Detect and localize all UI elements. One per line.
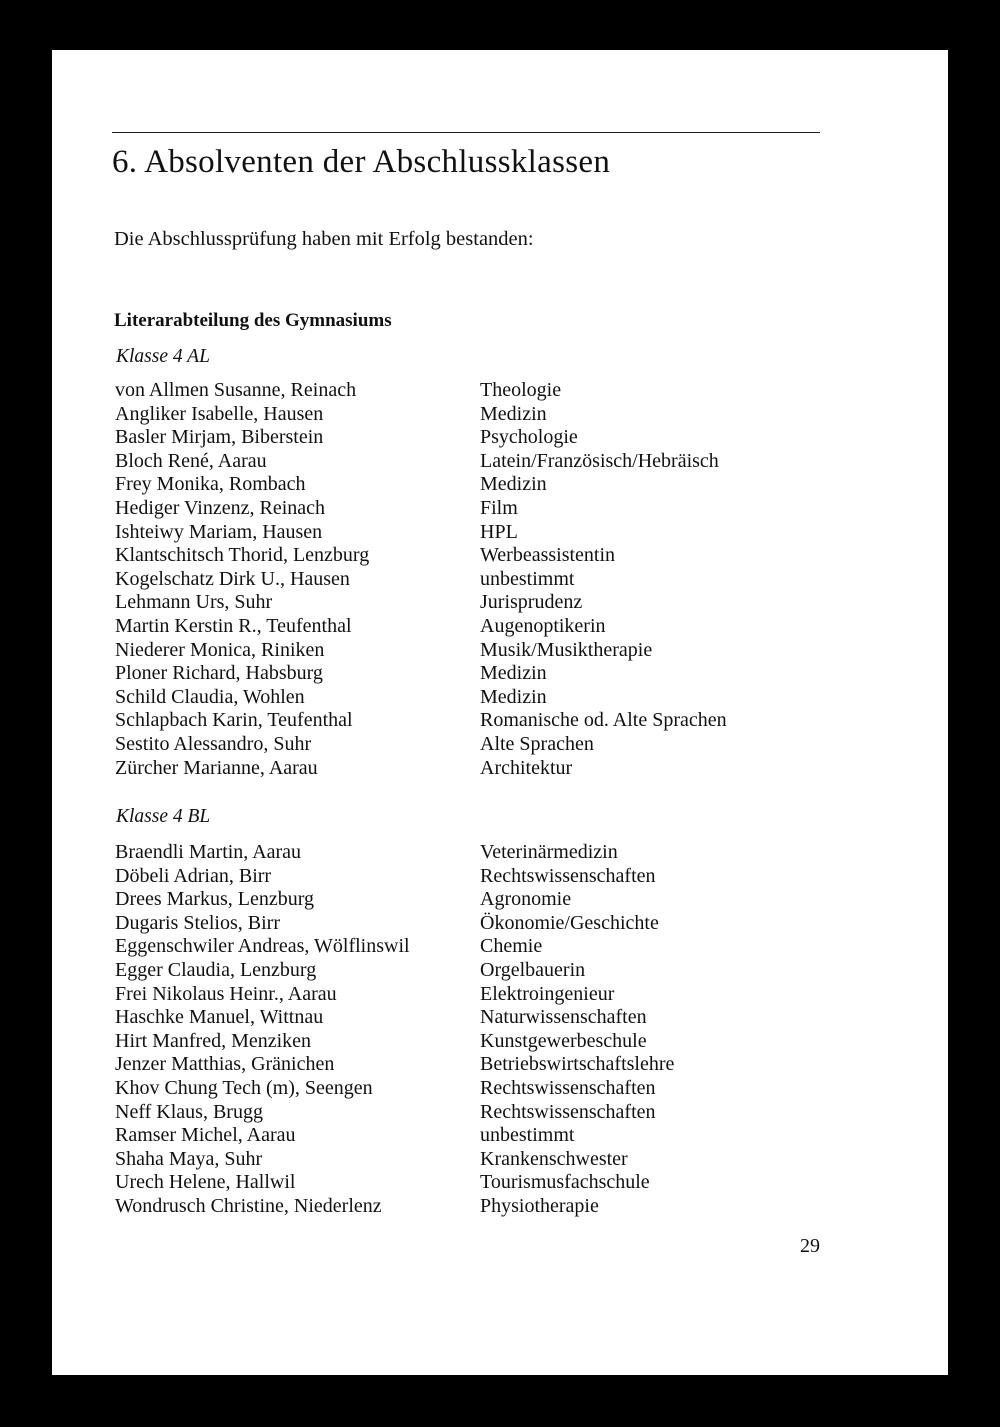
- study-field: Naturwissenschaften: [480, 1006, 647, 1029]
- list-item: [52, 888, 948, 912]
- list-item: [52, 497, 948, 521]
- study-field: Latein/Französisch/Hebräisch: [480, 449, 719, 472]
- graduate-name: Klantschitsch Thorid, Lenzburg: [115, 544, 370, 567]
- list-item: [52, 1124, 948, 1148]
- graduate-name: von Allmen Susanne, Reinach: [115, 379, 357, 401]
- list-item: [52, 1148, 948, 1172]
- document-page: [52, 50, 948, 1375]
- graduate-name: Urech Helene, Hallwil: [115, 1171, 296, 1194]
- graduate-name: Kogelschatz Dirk U., Hausen: [115, 567, 350, 590]
- list-item: [52, 379, 948, 403]
- graduate-name: Lehmann Urs, Suhr: [115, 591, 273, 614]
- graduate-name: Angliker Isabelle, Hausen: [115, 402, 324, 425]
- list-item: [52, 686, 948, 710]
- list-item: [52, 959, 948, 983]
- list-item: [52, 521, 948, 545]
- list-item: [52, 591, 948, 615]
- list-item: [52, 662, 948, 686]
- list-item: [52, 935, 948, 959]
- study-field: Agronomie: [480, 888, 572, 911]
- study-field: HPL: [480, 520, 518, 543]
- list-item: [52, 544, 948, 568]
- intro-text: Die Abschlussprüfung haben mit Erfolg bestanden:: [114, 228, 534, 250]
- study-field: Architektur: [480, 756, 573, 779]
- list-item: [52, 983, 948, 1007]
- study-field: Tourismusfachschule: [480, 1171, 650, 1194]
- list-item: [52, 757, 948, 781]
- list-item: [52, 615, 948, 639]
- list-item: [52, 1077, 948, 1101]
- graduate-name: Basler Mirjam, Biberstein: [115, 426, 324, 449]
- graduate-name: Drees Markus, Lenzburg: [115, 888, 315, 911]
- study-field: Medizin: [480, 685, 547, 708]
- graduate-name: Haschke Manuel, Wittnau: [115, 1006, 324, 1029]
- list-item: [52, 865, 948, 889]
- list-item: [52, 639, 948, 663]
- list-item: [52, 1171, 948, 1195]
- graduate-name: Bloch René, Aarau: [115, 449, 267, 472]
- class-list-4bl: [52, 841, 948, 1219]
- study-field: Medizin: [480, 662, 547, 685]
- graduate-name: Döbeli Adrian, Birr: [115, 864, 272, 887]
- graduate-name: Ishteiwy Mariam, Hausen: [115, 520, 323, 543]
- section-heading: Literarabteilung des Gymnasiums: [114, 310, 392, 331]
- study-field: Elektroingenieur: [480, 982, 615, 1005]
- list-item: [52, 568, 948, 592]
- graduate-name: Schlapbach Karin, Teufenthal: [115, 709, 353, 732]
- graduate-name: Martin Kerstin R., Teufenthal: [115, 614, 352, 637]
- graduate-name: Zürcher Marianne, Aarau: [115, 756, 318, 779]
- study-field: Physiotherapie: [480, 1194, 599, 1217]
- list-item: [52, 1030, 948, 1054]
- graduate-name: Dugaris Stelios, Birr: [115, 911, 280, 934]
- graduate-name: Ramser Michel, Aarau: [115, 1124, 296, 1147]
- graduate-name: Egger Claudia, Lenzburg: [115, 958, 317, 981]
- list-item: [52, 426, 948, 450]
- list-item: [52, 1053, 948, 1077]
- list-item: [52, 1101, 948, 1125]
- graduate-name: Hirt Manfred, Menziken: [115, 1029, 312, 1052]
- list-item: [52, 912, 948, 936]
- graduate-name: Jenzer Matthias, Gränichen: [115, 1053, 335, 1076]
- study-field: Rechtswissenschaften: [480, 864, 656, 887]
- study-field: Rechtswissenschaften: [480, 1076, 656, 1099]
- graduate-name: Schild Claudia, Wohlen: [115, 685, 305, 708]
- graduate-name: Frei Nikolaus Heinr., Aarau: [115, 982, 337, 1005]
- study-field: Jurisprudenz: [480, 591, 583, 614]
- title-rule: [112, 132, 820, 133]
- study-field: Kunstgewerbeschule: [480, 1029, 647, 1052]
- graduate-name: Khov Chung Tech (m), Seengen: [115, 1076, 373, 1099]
- study-field: Rechtswissenschaften: [480, 1100, 656, 1123]
- list-item: [52, 709, 948, 733]
- study-field: Werbeassistentin: [480, 544, 616, 567]
- study-field: unbestimmt: [480, 567, 575, 590]
- list-item: [52, 733, 948, 757]
- class-label-4al: Klasse 4 AL: [116, 346, 210, 367]
- graduate-name: Neff Klaus, Brugg: [115, 1100, 263, 1123]
- study-field: Augenoptikerin: [480, 614, 606, 637]
- study-field: Musik/Musiktherapie: [480, 638, 653, 661]
- graduate-name: Braendli Martin, Aarau: [115, 841, 302, 863]
- page-number: 29: [800, 1235, 820, 1257]
- study-field: Alte Sprachen: [480, 732, 594, 755]
- study-field: Psychologie: [480, 426, 578, 449]
- list-item: [52, 1195, 948, 1219]
- page-title: 6. Absolventen der Abschlussklassen: [112, 144, 611, 180]
- study-field: Orgelbauerin: [480, 958, 586, 981]
- graduate-name: Sestito Alessandro, Suhr: [115, 732, 312, 755]
- graduate-name: Frey Monika, Rombach: [115, 473, 306, 496]
- study-field: unbestimmt: [480, 1124, 575, 1147]
- study-field: Medizin: [480, 402, 547, 425]
- study-field: Ökonomie/Geschichte: [480, 911, 659, 934]
- list-item: [52, 403, 948, 427]
- class-list-4al: [52, 379, 948, 780]
- study-field: Veterinärmedizin: [480, 841, 618, 863]
- list-item: [52, 841, 948, 865]
- class-label-4bl: Klasse 4 BL: [116, 806, 211, 827]
- study-field: Betriebswirtschaftslehre: [480, 1053, 675, 1076]
- study-field: Medizin: [480, 473, 547, 496]
- study-field: Krankenschwester: [480, 1147, 628, 1170]
- graduate-name: Wondrusch Christine, Niederlenz: [115, 1194, 382, 1217]
- list-item: [52, 450, 948, 474]
- study-field: Romanische od. Alte Sprachen: [480, 709, 727, 732]
- study-field: Film: [480, 496, 518, 519]
- study-field: Theologie: [480, 379, 562, 401]
- list-item: [52, 1006, 948, 1030]
- graduate-name: Hediger Vinzenz, Reinach: [115, 496, 326, 519]
- study-field: Chemie: [480, 935, 543, 958]
- graduate-name: Eggenschwiler Andreas, Wölflinswil: [115, 935, 410, 958]
- graduate-name: Niederer Monica, Riniken: [115, 638, 325, 661]
- graduate-name: Shaha Maya, Suhr: [115, 1147, 263, 1170]
- list-item: [52, 473, 948, 497]
- graduate-name: Ploner Richard, Habsburg: [115, 662, 323, 685]
